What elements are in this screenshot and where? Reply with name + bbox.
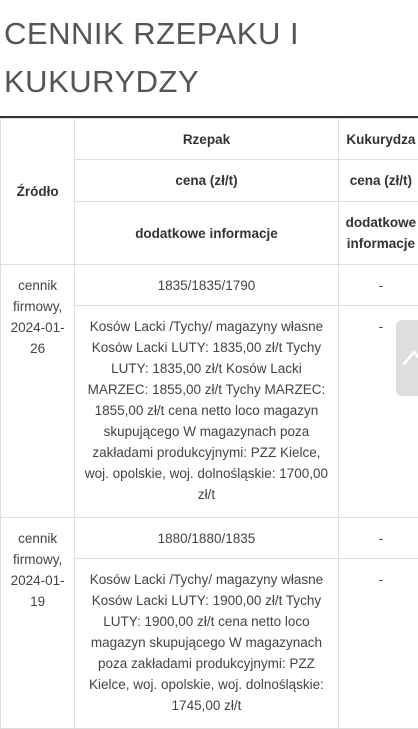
header-source: Źródło — [1, 119, 75, 265]
header-price-kukurydza: cena (zł/t) — [338, 160, 418, 202]
chevron-up-icon — [402, 342, 418, 374]
header-kukurydza: Kukurydza — [338, 119, 418, 160]
row-kukurydza-info: - — [338, 559, 418, 729]
table-row — [1, 265, 418, 306]
header-info-kukurydza: dodatkowe informacje — [338, 202, 418, 265]
header-price-rzepak: cena (zł/t) — [75, 160, 339, 202]
row-rzepak-info: Kosów Lacki /Tychy/ magazyny własne Kosów Lacki LUTY: 1835,00 zł/t Tychy LUTY: 1835,00 zł/t Kosów Lacki MARZEC: 1855,00 zł/t Tychy MARZEC: 1855,00 zł/t cena netto loco magazyn skupującego W magazynach poza zakładami produkcyjnymi: PZZ Kielce, woj. opolskie, woj. dolnośląskie: 1700,00 zł/t — [75, 306, 339, 518]
row-kukurydza-price: - — [338, 265, 418, 306]
row-rzepak-price: 1835/1835/1790 — [75, 265, 339, 306]
header-info-rzepak: dodatkowe informacje — [75, 202, 339, 265]
row-kukurydza-price: - — [338, 518, 418, 559]
row-rzepak-price: 1880/1880/1835 — [75, 518, 339, 559]
table-row — [1, 518, 418, 559]
row-source: cennik firmowy, 2024-01-26 — [1, 265, 75, 518]
header-rzepak: Rzepak — [75, 119, 339, 160]
row-source: cennik firmowy, 2024-01-19 — [1, 518, 75, 729]
scroll-to-top-button[interactable] — [396, 320, 418, 396]
row-rzepak-info: Kosów Lacki /Tychy/ magazyny własne Kosów Lacki LUTY: 1900,00 zł/t Tychy LUTY: 1900,00 zł/t cena netto loco magazyn skupującego W magazynach poza zakładami produkcyjnymi: PZZ Kielce, woj. opolskie, woj. dolnośląskie: 1745,00 zł/t — [75, 559, 339, 729]
price-table — [0, 118, 418, 729]
page-title: CENNIK RZEPAKU I KUKURYDZY — [4, 10, 414, 106]
row-kukurydza-info: - — [338, 306, 418, 518]
